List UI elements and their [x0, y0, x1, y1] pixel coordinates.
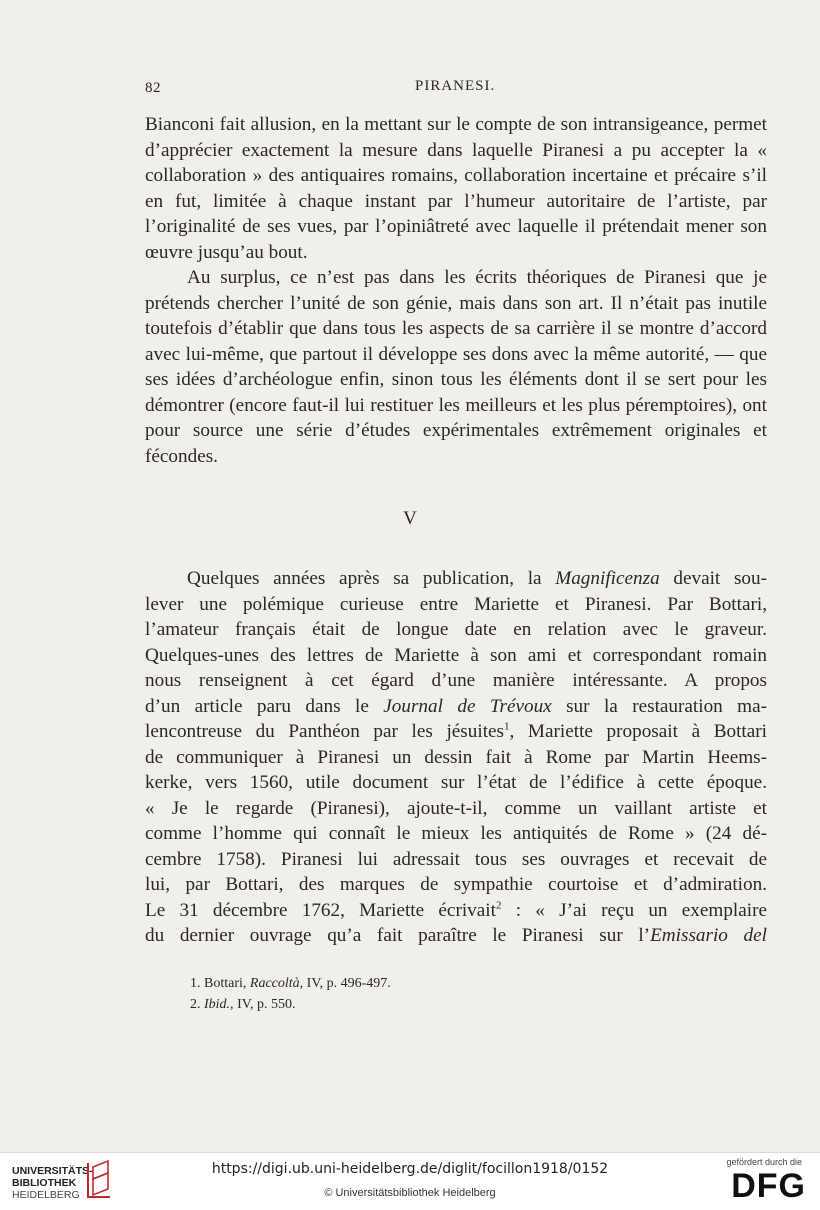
italic-title-emissario: Emissario del	[650, 925, 767, 946]
footnote-2: 2. Ibid., IV, p. 550.	[190, 997, 296, 1012]
text-line: nous renseignent à cet égard d’une manière intéressante. A propos	[145, 670, 767, 691]
italic-title-magnificenza: Magnificenza	[555, 568, 660, 589]
footnote-1: 1. Bottari, Raccoltà, IV, p. 496-497.	[190, 976, 391, 991]
copyright-notice: © Universitätsbibliothek Heidelberg	[324, 1187, 496, 1199]
italic-title-journal: Journal de Trévoux	[383, 695, 552, 717]
paragraph-1	[145, 112, 767, 265]
section-heading: V	[403, 508, 417, 529]
text-line: lever une polémique curieuse entre Mariette et Piranesi. Par Bottari,	[145, 593, 767, 615]
text-line: lencontreuse du Panthéon par les jésuites$^1$, Mariette proposait à Bottari	[145, 720, 767, 742]
text-line: l’amateur français était de longue date en relation avec le graveur.	[145, 619, 767, 640]
page-number: 82	[145, 80, 161, 96]
text-line: comme l’homme qui connaît le mieux les antiquités de Rome » (24 dé-	[145, 823, 767, 844]
paragraph-2	[145, 265, 767, 469]
text-line: du dernier ouvrage qu’a fait paraître le Piranesi sur l’Emissario del	[145, 925, 767, 946]
footnote-ref-2: 2	[495, 899, 502, 912]
paragraph-1-text: Bianconi fait allusion, en la mettant sur le compte de son intransigeance, permet d’apprécier exactement la mesure dans laquelle Piranesi a pu accepter la « collaboration » des antiquaires romains, collaboration incertaine et précaire s’il en fut, limitée à chaque instant par l’humeur autoritaire de l’artiste, par l’originalité de ses vues, par l’opiniâtreté avec laquelle il prétendait mener son œuvre jusqu’au bout.	[145, 114, 767, 263]
page-header	[145, 78, 762, 102]
footer-bar	[0, 1152, 820, 1210]
paragraph-2-text: Au surplus, ce n’est pas dans les écrits théoriques de Piranesi que je prétends chercher l’unité de son génie, mais dans son art. Il n’était pas inutile toutefois d’établir que dans tous les aspects de sa carrière il se montre d’accord avec lui-même, que partout il développe ses dons avec la même autorité, — que ses idées d’archéologue enfin, sinon tous les éléments dont il se sert pour les démontrer (encore faut-il lui restituer les meilleurs et les plus péremptoires), ont pour source une série d’études expérimentales extrêmement originales et fécondes.	[145, 267, 767, 467]
text-line: Quelques-unes des lettres de Mariette à son ami et correspondant romain	[145, 644, 767, 666]
running-head: PIRANESI.	[415, 78, 496, 94]
funding-note: gefördert durch die	[726, 1157, 802, 1167]
permalink-url[interactable]: https://digi.ub.uni-heidelberg.de/diglit/focillon1918/0152	[211, 1161, 609, 1177]
text-line: « Je le regarde (Piranesi), ajoute-t-il, comme un vaillant artiste et	[145, 797, 767, 819]
footnote-ref-1: 1	[504, 720, 510, 733]
paragraph-3	[145, 566, 767, 949]
text-line: de communiquer à Piranesi un dessin fait à Rome par Martin Heems-	[145, 746, 767, 768]
text-line: d’un article paru dans le Journal de Trévoux sur la restauration ma-	[145, 695, 768, 717]
footnotes	[190, 973, 391, 1015]
dfg-logo[interactable]: DFG	[731, 1167, 806, 1205]
text-line: kerke, vers 1560, utile document sur l’état de l’édifice à cette époque.	[145, 772, 767, 793]
library-name: UNIVERSITÄTS- BIBLIOTHEK HEIDELBERG	[12, 1165, 93, 1201]
text-line: lui, par Bottari, des marques de sympathie courtoise et d’admiration.	[145, 874, 767, 895]
text-line: Quelques années après sa publication, la Magnificenza devait sou-	[187, 568, 767, 589]
text-line: Le 31 décembre 1762, Mariette écrivait$^2$ : « J’ai reçu un exemplaire	[145, 899, 767, 921]
text-line: cembre 1758). Piranesi lui adressait tous ses ouvrages et recevait de	[145, 848, 767, 870]
